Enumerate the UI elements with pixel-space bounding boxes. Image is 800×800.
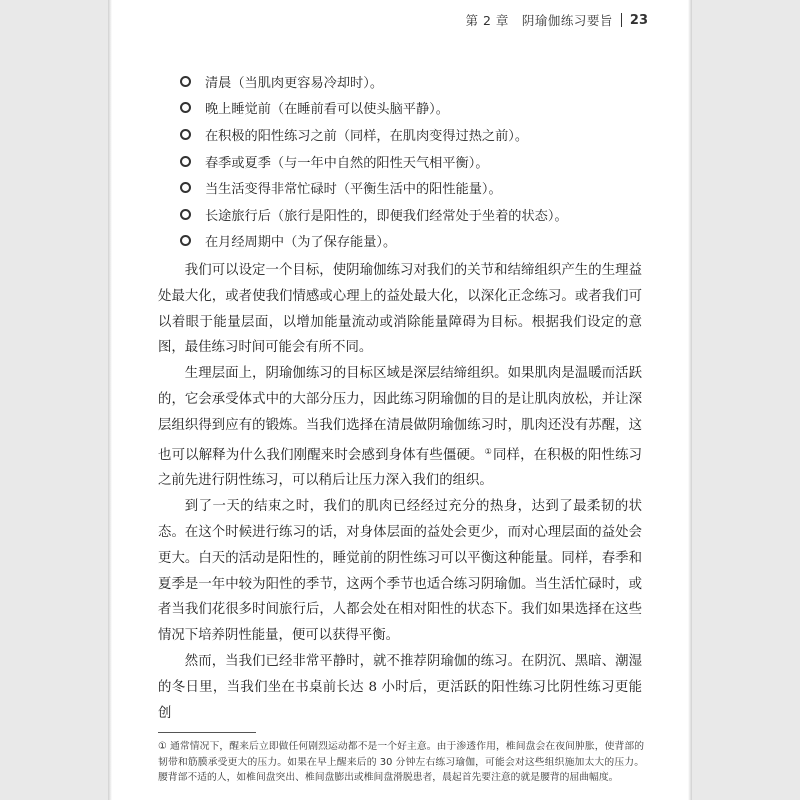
list-item [180, 121, 660, 148]
book-page [112, 0, 688, 800]
bullet-circle-icon [180, 156, 191, 167]
footnote: ① 通常情况下，醒来后立即做任何剧烈运动都不是一个好主意。由于渗透作用，椎间盘会在夜间肿胀，使背部的韧带和筋膜承受更大的压力。如果在早上醒来后的 30 分钟左右练习瑜伽，可能会对这些组织施加太大的压力。腰背部不适的人，如椎间盘突出、椎间盘膨出或椎间盘滑脱患者，晨起首先要注意的就是腰背的屈曲幅度。 [158, 741, 644, 783]
page-shadow-right [688, 0, 692, 800]
list-item-text: 长途旅行后（旅行是阳性的，即便我们经常处于坐着的状态）。 [205, 208, 568, 224]
paragraph-physiological-part2: 同样，在积极的阳性练习之前先进行阴性练习，可以稍后让压力深入我们的组织。 [158, 447, 643, 489]
list-item [180, 68, 660, 95]
paragraph-evening: 到了一天的结束之时，我们的肌肉已经经过充分的热身，达到了最柔韧的状态。在这个时候进行练习的话，对身体层面的益处会更少，而对心理层面的益处会更大。白天的活动是阳性的，睡觉前的阴性练习可以平衡这种能量。同样，春季和夏季是一年中较为阳性的季节，这两个季节也适合练习阴瑜伽。当生活忙碌时，或者当我们花很多时间旅行后，人都会处在相对阳性的状态下。我们如果选择在这些情况下培养阴性能量，便可以获得平衡。 [158, 499, 642, 644]
bullet-circle-icon [180, 76, 191, 87]
page-number: 23 [629, 12, 648, 28]
bullet-list [180, 68, 660, 254]
paragraph-physiological [158, 361, 642, 494]
list-item [180, 148, 660, 175]
header-divider [621, 13, 622, 27]
footnote-marker[interactable]: ① [484, 446, 492, 456]
list-item [180, 95, 660, 122]
bullet-circle-icon [180, 102, 191, 113]
list-item [180, 228, 660, 255]
bullet-circle-icon [180, 235, 191, 246]
paragraph-goals: 我们可以设定一个目标，使阴瑜伽练习对我们的关节和结缔组织产生的生理益处最大化，或者使我们情感或心理上的益处最大化，以深化正念练习。或者我们可以着眼于能量层面，以增加能量流动或消除能量障碍为目标。根据我们设定的意图，最佳练习时间可能会有所不同。 [158, 263, 642, 356]
paragraph-calm: 然而，当我们已经非常平静时，就不推荐阴瑜伽的练习。在阴沉、黑暗、潮湿的冬日里，当我们坐在书桌前长达 8 小时后，更活跃的阳性练习比阴性练习更能创 [158, 653, 642, 721]
list-item-text: 晚上睡觉前（在睡前看可以使头脑平静）。 [205, 102, 449, 118]
bullet-circle-icon [180, 129, 191, 140]
bullet-circle-icon [180, 182, 191, 193]
footnote-divider [158, 732, 256, 733]
list-item [180, 201, 660, 228]
body-text [158, 258, 642, 726]
list-item-text: 在积极的阳性练习之前（同样，在肌肉变得过热之前）。 [205, 128, 529, 144]
chapter-title: 第 2 章 阴瑜伽练习要旨 [465, 13, 613, 28]
bullet-circle-icon [180, 209, 191, 220]
list-item-text: 清晨（当肌肉更容易冷却时）。 [205, 75, 384, 91]
paragraph-physiological-part1: 生理层面上，阴瑜伽练习的目标区域是深层结缔组织。如果肌肉是温暖而活跃的，它会承受体式中的大部分压力，因此练习阴瑜伽的目的是让肌肉放松，并让深层组织得到应有的锻炼。当我们选择在清晨做阴瑜伽练习时，肌肉还没有苏醒，这也可以解释为什么我们刚醒来时会感到身体有些僵硬。 [158, 366, 642, 463]
list-item-text: 在月经周期中（为了保存能量）。 [205, 235, 397, 251]
list-item-text: 当生活变得非常忙碌时（平衡生活中的阳性能量）。 [205, 182, 502, 198]
running-header [466, 10, 649, 30]
list-item [180, 174, 660, 201]
list-item-text: 春季或夏季（与一年中自然的阳性天气相平衡）。 [205, 155, 489, 171]
